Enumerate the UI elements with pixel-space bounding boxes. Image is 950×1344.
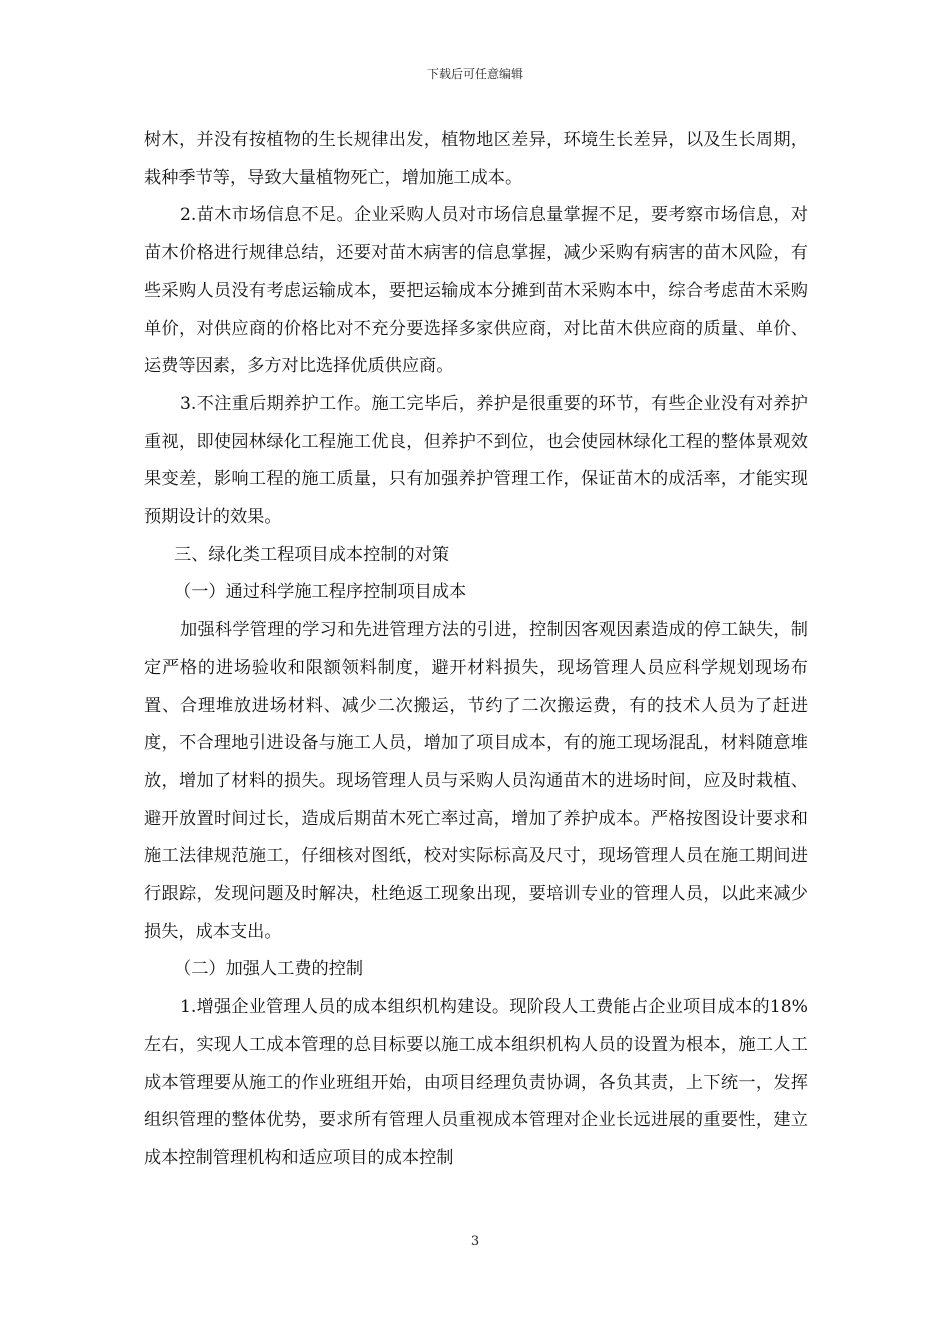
subsection-heading-1: （一）通过科学施工程序控制项目成本 <box>174 582 467 603</box>
paragraph-1: 树木，并没有按植物的生长规律出发，植物地区差异，环境生长差异，以及生长周期，栽种季节等，导致大量植物死亡，增加施工成本。 <box>144 130 808 188</box>
page-number: 3 <box>470 1234 480 1249</box>
paragraph-4: 加强科学管理的学习和先进管理方法的引进，控制因客观因素造成的停工缺失，制定严格的进场验收和限额领料制度，避开材料损失，现场管理人员应科学规划现场布置、合理堆放进场材料、减少二次搬运，节约了二次搬运费，有的技术人员为了赶进度，不合理地引进设备与施工人员，增加了项目成本，有的施工现场混乱，材料随意堆放，增加了材料的损失。现场管理人员与采购人员沟通苗木的进场时间，应及时栽植、避开放置时间过长，造成后期苗木死亡率过高，增加了养护成本。严格按图设计要求和施工法律规范施工，仔细核对图纸，校对实际标高及尺寸，现场管理人员在施工期间进行跟踪，发现问题及时解决，杜绝返工现象出现，要培训专业的管理人员，以此来减少损失，成本支出。 <box>144 620 808 942</box>
paragraph-3: 3.不注重后期养护工作。施工完毕后，养护是很重要的环节，有些企业没有对养护重视，即使园林绿化工程施工优良，但养护不到位，也会使园林绿化工程的整体景观效果变差，影响工程的施工质量，只有加强养护管理工作，保证苗木的成活率，才能实现预期设计的效果。 <box>144 393 808 528</box>
page-header: 下载后可任意编辑 <box>426 67 523 81</box>
section-heading: 三、绿化类工程项目成本控制的对策 <box>174 544 450 565</box>
paragraph-5: 1.增强企业管理人员的成本组织机构建设。现阶段人工费能占企业项目成本的18%左右，实现人工成本管理的总目标要以施工成本组织机构人员的设置为根本，施工人工成本管理要从施工的作业班组开始，由项目经理负责协调，各负其责，上下统一，发挥组织管理的整体优势，要求所有管理人员重视成本管理对企业长远进展的重要性，建立成本控制管理机构和适应项目的成本控制 <box>144 997 808 1168</box>
paragraph-2: 2.苗木市场信息不足。企业采购人员对市场信息量掌握不足，要考察市场信息，对苗木价格进行规律总结，还要对苗木病害的信息掌握，减少采购有病害的苗木风险，有些采购人员没有考虑运输成本，要把运输成本分摊到苗木采购本中，综合考虑苗木采购单价，对供应商的价格比对不充分要选择多家供应商，对比苗木供应商的质量、单价、运费等因素，多方对比选择优质供应商。 <box>144 205 808 377</box>
document-body <box>144 122 808 1178</box>
subsection-heading-2: （二）加强人工费的控制 <box>174 959 364 980</box>
